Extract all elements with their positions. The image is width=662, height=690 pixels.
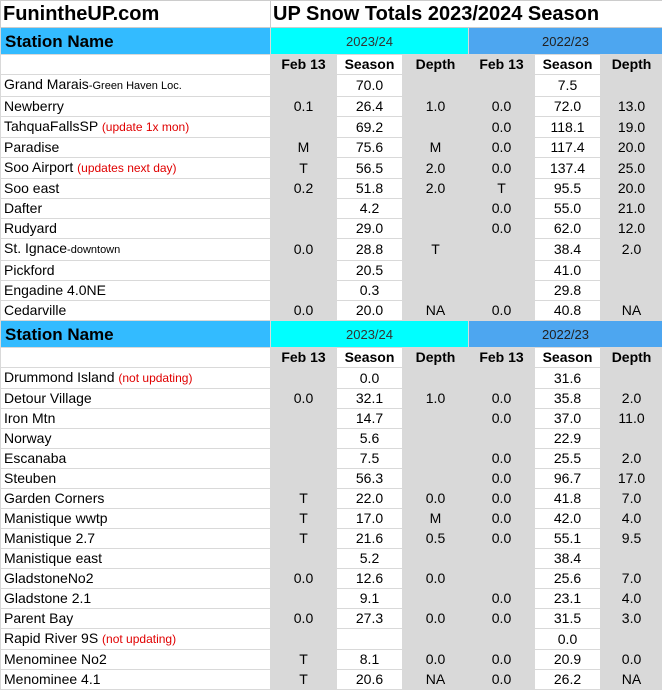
value-cell: [271, 469, 337, 489]
value-cell: 0.5: [403, 529, 469, 549]
column-header-row: [1, 55, 662, 75]
station-name: [1, 158, 271, 179]
value-cell: [403, 199, 469, 219]
value-cell: 32.1: [337, 389, 403, 409]
table-row: [1, 199, 662, 219]
value-cell: 17.0: [337, 509, 403, 529]
value-cell: 0.0: [403, 569, 469, 589]
value-cell: 0.0: [337, 368, 403, 389]
value-cell: 0.0: [469, 158, 535, 179]
station-name: [1, 670, 271, 690]
value-cell: 29.8: [535, 281, 601, 301]
station-label: Grand Marais: [4, 76, 89, 92]
season-2023-header: 2023/24: [271, 321, 469, 348]
station-name: [1, 281, 271, 301]
value-cell: 20.0: [601, 138, 662, 158]
station-label: TahquaFallsSP: [4, 118, 98, 134]
value-cell: [469, 75, 535, 97]
station-name: [1, 368, 271, 389]
station-sublabel: -downtown: [67, 244, 120, 256]
value-cell: 95.5: [535, 179, 601, 199]
value-cell: [403, 429, 469, 449]
value-cell: [469, 429, 535, 449]
value-cell: [403, 75, 469, 97]
station-label: Paradise: [4, 139, 59, 155]
value-cell: 0.0: [469, 389, 535, 409]
station-name-header: Station Name: [1, 321, 271, 348]
value-cell: 2.0: [601, 389, 662, 409]
station-label: Cedarville: [4, 302, 66, 318]
value-cell: 41.0: [535, 261, 601, 281]
section-header-1: [1, 28, 662, 55]
station-label: Drummond Island: [4, 369, 115, 385]
value-cell: 38.4: [535, 549, 601, 569]
value-cell: 28.8: [337, 239, 403, 261]
value-cell: 8.1: [337, 650, 403, 670]
value-cell: M: [271, 138, 337, 158]
value-cell: 0.0: [601, 650, 662, 670]
value-cell: 31.6: [535, 368, 601, 389]
value-cell: 0.2: [271, 179, 337, 199]
table-row: [1, 75, 662, 97]
station-label: Manistique wwtp: [4, 510, 108, 526]
station-name: [1, 569, 271, 589]
value-cell: [403, 469, 469, 489]
value-cell: [469, 629, 535, 650]
value-cell: 22.9: [535, 429, 601, 449]
value-cell: 12.6: [337, 569, 403, 589]
value-cell: T: [469, 179, 535, 199]
value-cell: [469, 368, 535, 389]
value-cell: 70.0: [337, 75, 403, 97]
table-row: [1, 301, 662, 321]
station-name: [1, 629, 271, 650]
value-cell: 0.0: [271, 301, 337, 321]
value-cell: [403, 549, 469, 569]
value-cell: 0.0: [469, 469, 535, 489]
table-row: [1, 469, 662, 489]
value-cell: 62.0: [535, 219, 601, 239]
value-cell: 42.0: [535, 509, 601, 529]
value-cell: 137.4: [535, 158, 601, 179]
table-row: [1, 650, 662, 670]
value-cell: 25.6: [535, 569, 601, 589]
value-cell: 0.0: [271, 569, 337, 589]
value-cell: 0.0: [469, 199, 535, 219]
station-note: (not updating): [102, 632, 176, 646]
value-cell: 0.0: [469, 589, 535, 609]
station-label: Manistique 2.7: [4, 530, 95, 546]
value-cell: 0.0: [469, 509, 535, 529]
value-cell: 0.0: [469, 670, 535, 690]
value-cell: 20.0: [337, 301, 403, 321]
value-cell: NA: [403, 301, 469, 321]
table-row: [1, 158, 662, 179]
value-cell: 55.1: [535, 529, 601, 549]
station-label: Soo east: [4, 180, 59, 196]
value-cell: T: [271, 529, 337, 549]
value-cell: 22.0: [337, 489, 403, 509]
station-label: Pickford: [4, 262, 55, 278]
value-cell: [271, 449, 337, 469]
value-cell: 14.7: [337, 409, 403, 429]
column-header: Feb 13: [469, 348, 535, 368]
station-label: Escanaba: [4, 450, 66, 466]
column-header: Depth: [403, 348, 469, 368]
value-cell: [601, 281, 662, 301]
value-cell: 4.0: [601, 509, 662, 529]
table-row: [1, 239, 662, 261]
station-label: Rapid River 9S: [4, 630, 98, 646]
value-cell: [469, 549, 535, 569]
season-2022-header: 2022/23: [469, 28, 662, 55]
value-cell: 0.0: [469, 138, 535, 158]
value-cell: T: [271, 158, 337, 179]
value-cell: [271, 629, 337, 650]
table-row: [1, 489, 662, 509]
value-cell: 21.0: [601, 199, 662, 219]
station-name: [1, 529, 271, 549]
value-cell: 2.0: [403, 158, 469, 179]
value-cell: [403, 409, 469, 429]
value-cell: T: [271, 509, 337, 529]
value-cell: 5.2: [337, 549, 403, 569]
value-cell: 0.0: [469, 409, 535, 429]
station-label: Menominee 4.1: [4, 671, 101, 687]
value-cell: [271, 368, 337, 389]
station-label: Steuben: [4, 470, 56, 486]
value-cell: 23.1: [535, 589, 601, 609]
value-cell: 29.0: [337, 219, 403, 239]
value-cell: [271, 409, 337, 429]
value-cell: 38.4: [535, 239, 601, 261]
station-label: Iron Mtn: [4, 410, 55, 426]
value-cell: 56.5: [337, 158, 403, 179]
value-cell: [337, 629, 403, 650]
value-cell: 12.0: [601, 219, 662, 239]
value-cell: 7.5: [535, 75, 601, 97]
value-cell: T: [271, 670, 337, 690]
value-cell: 0.0: [403, 650, 469, 670]
value-cell: 2.0: [601, 449, 662, 469]
value-cell: 25.5: [535, 449, 601, 469]
value-cell: [271, 589, 337, 609]
value-cell: 0.0: [469, 529, 535, 549]
station-label: Garden Corners: [4, 490, 104, 506]
station-note: (updates next day): [77, 161, 176, 175]
value-cell: T: [271, 489, 337, 509]
value-cell: 9.5: [601, 529, 662, 549]
station-note: (not updating): [118, 371, 192, 385]
value-cell: T: [271, 650, 337, 670]
value-cell: [469, 239, 535, 261]
station-label: Soo Airport: [4, 159, 73, 175]
value-cell: 2.0: [403, 179, 469, 199]
table-row: [1, 97, 662, 117]
value-cell: NA: [601, 301, 662, 321]
station-label: Newberry: [4, 98, 64, 114]
value-cell: 1.0: [403, 97, 469, 117]
value-cell: NA: [601, 670, 662, 690]
station-label: Gladstone 2.1: [4, 590, 91, 606]
value-cell: 26.4: [337, 97, 403, 117]
season-2023-header: 2023/24: [271, 28, 469, 55]
section-header-2: [1, 321, 662, 348]
station-name: [1, 469, 271, 489]
value-cell: [271, 219, 337, 239]
value-cell: [469, 261, 535, 281]
station-label: Rudyard: [4, 220, 57, 236]
column-header: Depth: [601, 348, 662, 368]
value-cell: [271, 75, 337, 97]
value-cell: [271, 117, 337, 138]
value-cell: 56.3: [337, 469, 403, 489]
value-cell: 7.0: [601, 569, 662, 589]
table-row: [1, 589, 662, 609]
station-label: Norway: [4, 430, 51, 446]
value-cell: 0.0: [403, 489, 469, 509]
table-row: [1, 138, 662, 158]
value-cell: 51.8: [337, 179, 403, 199]
table-row: [1, 281, 662, 301]
value-cell: 41.8: [535, 489, 601, 509]
station-label: GladstoneNo2: [4, 570, 94, 586]
value-cell: 117.4: [535, 138, 601, 158]
page-title: UP Snow Totals 2023/2024 Season: [271, 1, 662, 28]
value-cell: [601, 75, 662, 97]
value-cell: 0.0: [469, 219, 535, 239]
value-cell: [601, 261, 662, 281]
value-cell: 7.5: [337, 449, 403, 469]
value-cell: 21.6: [337, 529, 403, 549]
season-2022-header: 2022/23: [469, 321, 662, 348]
value-cell: 72.0: [535, 97, 601, 117]
table-row: [1, 409, 662, 429]
table-row: [1, 529, 662, 549]
station-label: Parent Bay: [4, 610, 73, 626]
table-row: [1, 569, 662, 589]
value-cell: [469, 569, 535, 589]
value-cell: M: [403, 509, 469, 529]
value-cell: 69.2: [337, 117, 403, 138]
value-cell: 20.5: [337, 261, 403, 281]
column-header: Season: [535, 55, 601, 75]
value-cell: [403, 219, 469, 239]
column-header: Season: [337, 348, 403, 368]
station-name: [1, 179, 271, 199]
column-header: Season: [337, 55, 403, 75]
value-cell: 11.0: [601, 409, 662, 429]
value-cell: 0.0: [469, 301, 535, 321]
value-cell: M: [403, 138, 469, 158]
value-cell: 0.0: [469, 650, 535, 670]
value-cell: 2.0: [601, 239, 662, 261]
value-cell: [271, 281, 337, 301]
value-cell: 0.0: [271, 609, 337, 629]
site-name: FunintheUP.com: [1, 1, 271, 28]
station-label: Dafter: [4, 200, 42, 216]
value-cell: 0.0: [469, 449, 535, 469]
value-cell: 0.0: [403, 609, 469, 629]
value-cell: [271, 549, 337, 569]
column-header-row: [1, 348, 662, 368]
column-header: Feb 13: [271, 55, 337, 75]
value-cell: 35.8: [535, 389, 601, 409]
table-row: [1, 219, 662, 239]
station-name: [1, 429, 271, 449]
table-row: [1, 449, 662, 469]
table-row: [1, 368, 662, 389]
value-cell: NA: [403, 670, 469, 690]
value-cell: 1.0: [403, 389, 469, 409]
value-cell: 3.0: [601, 609, 662, 629]
column-header: Season: [535, 348, 601, 368]
value-cell: 13.0: [601, 97, 662, 117]
station-label: Manistique east: [4, 550, 102, 566]
value-cell: 0.0: [469, 609, 535, 629]
value-cell: 0.0: [469, 489, 535, 509]
station-name: [1, 75, 271, 97]
value-cell: 31.5: [535, 609, 601, 629]
value-cell: [403, 589, 469, 609]
value-cell: [403, 281, 469, 301]
station-name: [1, 549, 271, 569]
station-name: [1, 199, 271, 219]
station-name: [1, 609, 271, 629]
value-cell: 26.2: [535, 670, 601, 690]
table-row: [1, 549, 662, 569]
value-cell: 5.6: [337, 429, 403, 449]
value-cell: [271, 261, 337, 281]
column-header: Depth: [601, 55, 662, 75]
value-cell: [601, 368, 662, 389]
value-cell: [403, 261, 469, 281]
value-cell: 7.0: [601, 489, 662, 509]
value-cell: [601, 429, 662, 449]
value-cell: 4.2: [337, 199, 403, 219]
value-cell: T: [403, 239, 469, 261]
station-name: [1, 239, 271, 261]
station-name: [1, 509, 271, 529]
value-cell: 27.3: [337, 609, 403, 629]
table-row: [1, 117, 662, 138]
station-label: St. Ignace: [4, 240, 67, 256]
table-row: [1, 509, 662, 529]
value-cell: [469, 281, 535, 301]
station-name: [1, 650, 271, 670]
value-cell: 0.0: [271, 389, 337, 409]
value-cell: 0.1: [271, 97, 337, 117]
value-cell: 37.0: [535, 409, 601, 429]
station-name: [1, 589, 271, 609]
column-header: Feb 13: [469, 55, 535, 75]
value-cell: [403, 629, 469, 650]
station-name: [1, 409, 271, 429]
value-cell: [271, 429, 337, 449]
value-cell: [601, 549, 662, 569]
value-cell: 40.8: [535, 301, 601, 321]
value-cell: 20.6: [337, 670, 403, 690]
table-row: [1, 670, 662, 690]
value-cell: 75.6: [337, 138, 403, 158]
value-cell: 96.7: [535, 469, 601, 489]
table-row: [1, 429, 662, 449]
value-cell: 20.9: [535, 650, 601, 670]
value-cell: 20.0: [601, 179, 662, 199]
value-cell: 9.1: [337, 589, 403, 609]
station-note: (update 1x mon): [102, 120, 189, 134]
value-cell: 25.0: [601, 158, 662, 179]
value-cell: 0.0: [535, 629, 601, 650]
value-cell: 17.0: [601, 469, 662, 489]
value-cell: 0.0: [469, 97, 535, 117]
station-label: Detour Village: [4, 390, 92, 406]
station-label: Engadine 4.0NE: [4, 282, 106, 298]
value-cell: [403, 449, 469, 469]
value-cell: 4.0: [601, 589, 662, 609]
station-name: [1, 138, 271, 158]
station-label: Menominee No2: [4, 651, 107, 667]
value-cell: [403, 117, 469, 138]
column-header: Feb 13: [271, 348, 337, 368]
station-name: [1, 449, 271, 469]
station-name: [1, 219, 271, 239]
value-cell: [403, 368, 469, 389]
value-cell: [601, 629, 662, 650]
table-row: [1, 389, 662, 409]
station-name-header: Station Name: [1, 28, 271, 55]
value-cell: 0.0: [469, 117, 535, 138]
table-row: [1, 179, 662, 199]
station-name: [1, 261, 271, 281]
station-name: [1, 117, 271, 138]
table-row: [1, 609, 662, 629]
station-name: [1, 389, 271, 409]
table-row: [1, 261, 662, 281]
station-name: [1, 301, 271, 321]
value-cell: 19.0: [601, 117, 662, 138]
value-cell: [271, 199, 337, 219]
station-sublabel: -Green Haven Loc.: [89, 80, 182, 92]
station-name: [1, 97, 271, 117]
value-cell: 118.1: [535, 117, 601, 138]
station-name: [1, 489, 271, 509]
value-cell: 55.0: [535, 199, 601, 219]
value-cell: 0.3: [337, 281, 403, 301]
column-header: Depth: [403, 55, 469, 75]
table-row: [1, 629, 662, 650]
value-cell: 0.0: [271, 239, 337, 261]
